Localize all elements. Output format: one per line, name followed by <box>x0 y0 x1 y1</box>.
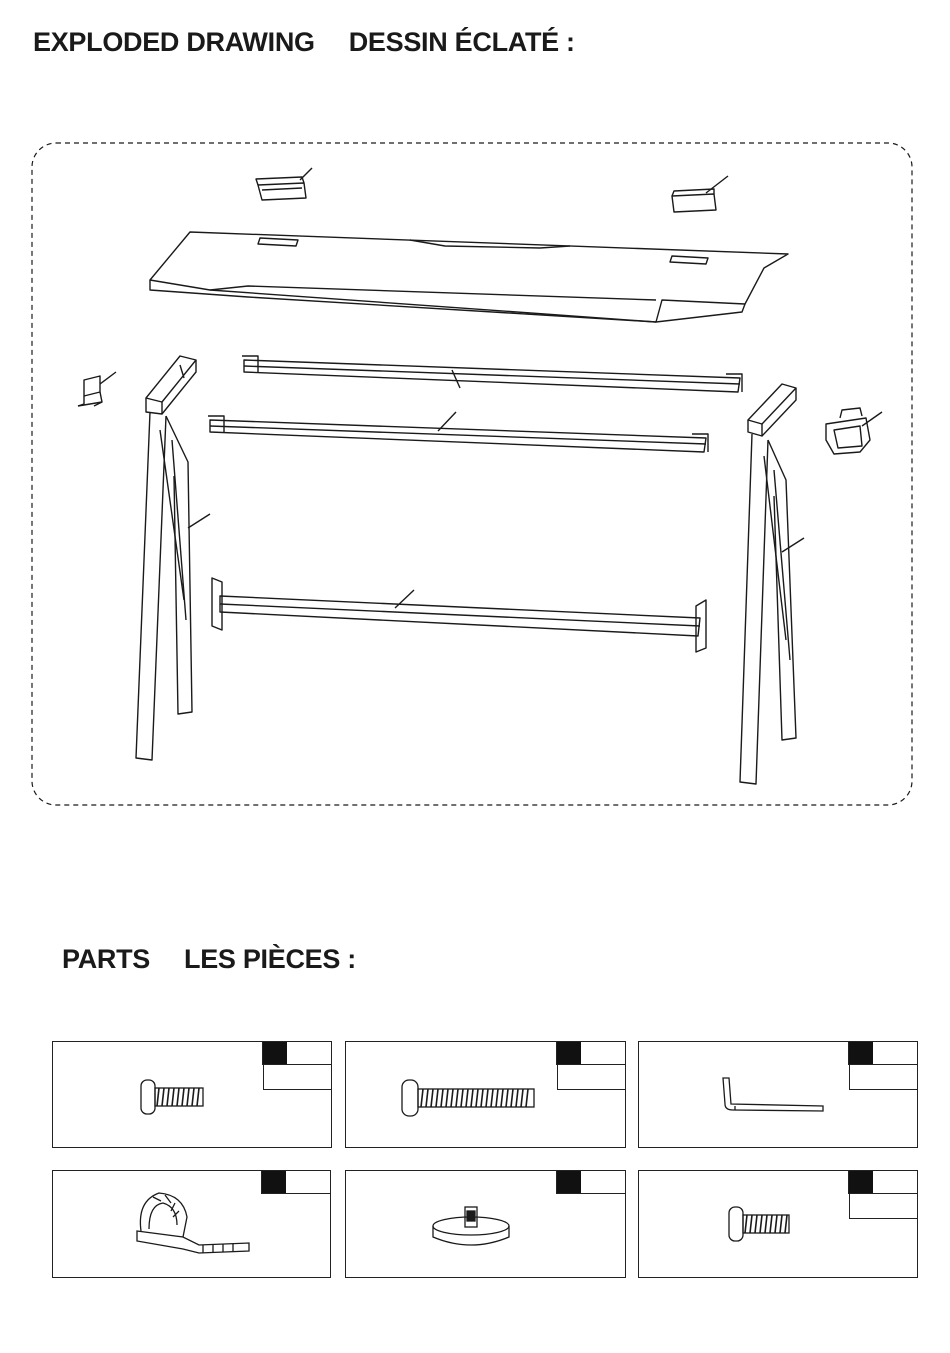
exploded-title-fr: DESSIN ÉCLATÉ : <box>348 27 575 57</box>
bottom-stretcher <box>212 578 706 652</box>
exploded-drawing-title <box>33 27 575 58</box>
leveling-foot-icon <box>346 1171 627 1279</box>
part-box-leveling-foot <box>345 1170 626 1278</box>
desktop-top <box>150 232 788 322</box>
part-box-allen-key <box>638 1041 918 1148</box>
allen-key-icon <box>639 1042 919 1149</box>
long-bolt-icon <box>346 1042 627 1149</box>
cup-holder <box>826 408 882 454</box>
medium-bolt-icon <box>639 1171 919 1279</box>
grommet-left <box>256 168 312 200</box>
short-bolt-icon <box>53 1042 333 1149</box>
parts-title-en: PARTS <box>62 944 151 974</box>
exploded-drawing <box>0 130 950 820</box>
parts-title <box>62 944 356 975</box>
part-box-short-bolt <box>52 1041 332 1148</box>
headphone-hook <box>78 372 116 406</box>
cable-clip-icon <box>53 1171 332 1279</box>
part-box-long-bolt <box>345 1041 626 1148</box>
part-box-medium-bolt <box>638 1170 918 1278</box>
top-rail-1 <box>242 356 742 392</box>
left-leg <box>136 356 210 760</box>
grommet-right <box>672 176 728 212</box>
right-leg <box>740 384 804 784</box>
parts-title-fr: LES PIÈCES : <box>184 944 356 974</box>
top-rail-2 <box>208 412 708 452</box>
part-box-cable-clip <box>52 1170 331 1278</box>
exploded-title-en: EXPLODED DRAWING <box>33 27 315 57</box>
